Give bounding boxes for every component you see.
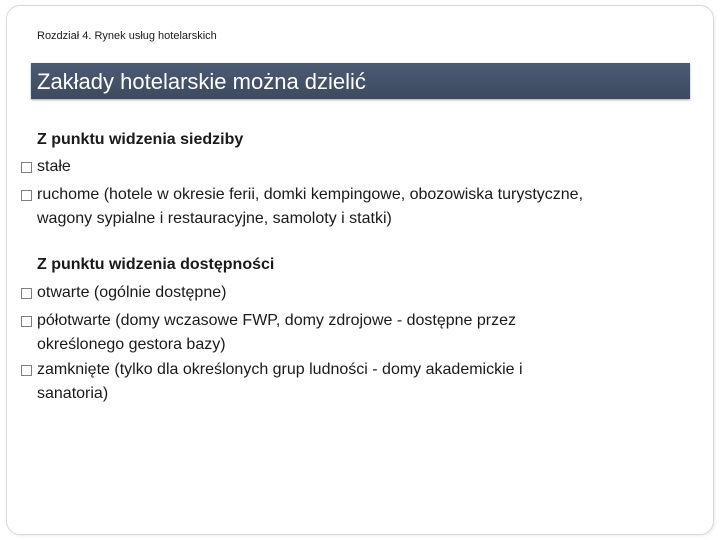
- list-item-stale: stałe: [37, 158, 71, 175]
- square-bullet-icon: [21, 365, 32, 376]
- square-bullet-icon: [21, 316, 32, 327]
- slide-title: Zakłady hotelarskie można dzielić: [37, 69, 366, 94]
- list-item-polotwarte: półotwarte (domy wczasowe FWP, domy zdrojowe - dostępne przez określonego gestora bazy): [37, 312, 517, 353]
- list-item-zamkniete: zamknięte (tylko dla określonych grup ludności - domy akademickie i sanatoria): [37, 361, 523, 402]
- list-item-otwarte: otwarte (ogólnie dostępne): [37, 284, 227, 301]
- chapter-label: Rozdział 4. Rynek usług hotelarskich: [37, 30, 217, 42]
- square-bullet-icon: [21, 162, 32, 173]
- section-heading-location: Z punktu widzenia siedziby: [37, 131, 244, 148]
- square-bullet-icon: [21, 190, 32, 201]
- section-heading-access: Z punktu widzenia dostępności: [37, 256, 275, 273]
- square-bullet-icon: [21, 288, 32, 299]
- list-item-ruchome: ruchome (hotele w okresie ferii, domki kempingowe, obozowiska turystyczne, wagony sypialne i restauracyjne, samoloty i statki): [37, 186, 584, 227]
